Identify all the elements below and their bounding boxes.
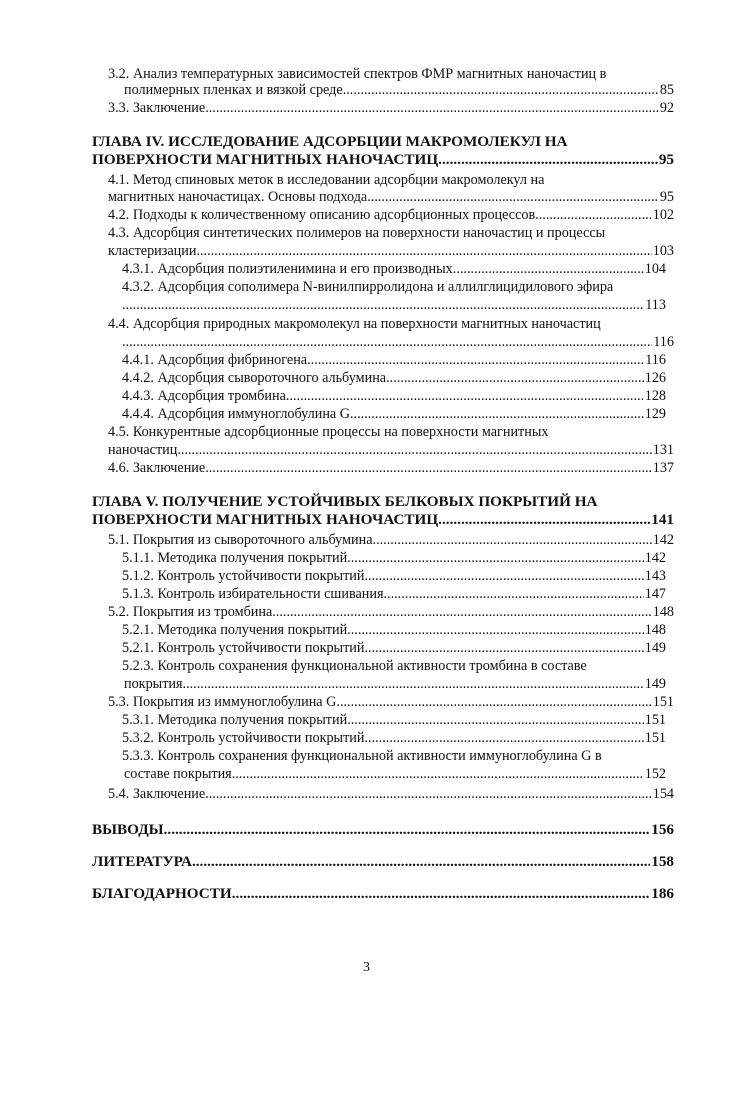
- page-ref: 148: [652, 604, 674, 620]
- page-ref: 95: [659, 189, 674, 205]
- toc-acknowledgements: БЛАГОДАРНОСТИ ..... 186: [92, 885, 674, 902]
- toc-entry-4-3: 4.3. Адсорбция синтетических полимеров на поверхности наночастиц и процессы: [108, 225, 606, 241]
- toc-entry-4-3-2: 4.3.2. Адсорбция сополимера N-винилпирролидона и аллилглицидилового эфира: [122, 279, 614, 295]
- page-ref: 156: [651, 821, 674, 838]
- page-ref: 128: [644, 388, 666, 404]
- toc-chapter-5-cont: ПОВЕРХНОСТИ МАГНИТНЫХ НАНОЧАСТИЦ ..... 141: [92, 511, 674, 528]
- page-ref: 186: [651, 885, 674, 902]
- page-ref: 149: [644, 676, 666, 692]
- toc-entry-5-2-3-cont: покрытия ..... 149: [124, 676, 666, 693]
- toc-entry-4-4-1: 4.4.1. Адсорбция фибриногена ..... 116: [122, 352, 666, 369]
- page-ref: 149: [644, 640, 666, 656]
- page-number: 3: [363, 960, 370, 975]
- page-ref: 152: [644, 766, 666, 782]
- toc-entry-5-2-3: 5.2.3. Контроль сохранения функциональной активности тромбина в составе: [122, 658, 587, 674]
- page-ref: 95: [658, 151, 674, 168]
- toc-entry-4-5: 4.5. Конкурентные адсорбционные процессы на поверхности магнитных: [108, 424, 549, 440]
- toc-entry-4-1: 4.1. Метод спиновых меток в исследовании адсорбции макромолекул на: [108, 172, 545, 188]
- toc-entry-5-4: 5.4. Заключение ..... 154: [108, 786, 674, 803]
- page-ref: 129: [644, 406, 666, 422]
- page-ref: 158: [651, 853, 674, 870]
- page-ref: 116: [645, 352, 666, 368]
- page-ref: 142: [644, 550, 666, 566]
- toc-entry-4-1-cont: магнитных наночастицах. Основы подхода ..... 95: [108, 189, 674, 206]
- page-ref: 151: [644, 712, 666, 728]
- toc-entry-4-3-2-cont: [122, 297, 666, 314]
- toc-entry-4-4-cont: [122, 334, 674, 351]
- toc-chapter-5: ГЛАВА V. ПОЛУЧЕНИЕ УСТОЙЧИВЫХ БЕЛКОВЫХ ПОКРЫТИЙ НА: [92, 493, 598, 510]
- toc-entry-5-2-1: 5.2.1. Методика получения покрытий ..... 148: [122, 622, 666, 639]
- page-ref: 126: [644, 370, 666, 386]
- page-ref: 151: [644, 730, 666, 746]
- toc-chapter-4-cont: ПОВЕРХНОСТИ МАГНИТНЫХ НАНОЧАСТИЦ ..... 95: [92, 151, 674, 168]
- page-ref: 113: [645, 297, 666, 313]
- toc-entry-5-3-2: 5.3.2. Контроль устойчивости покрытий ..... 151: [122, 730, 666, 747]
- page-ref: 116: [653, 334, 674, 350]
- toc-entry-4-4: 4.4. Адсорбция природных макромолекул на поверхности магнитных наночастиц: [108, 316, 601, 332]
- page-ref: 148: [644, 622, 666, 638]
- toc-entry-4-3-1: 4.3.1. Адсорбция полиэтиленимина и его производных ..... 104: [122, 261, 666, 278]
- toc-entry-3-2: 3.2. Анализ температурных зависимостей спектров ФМР магнитных наночастиц в: [108, 66, 607, 82]
- toc-entry-5-2: 5.2. Покрытия из тромбина ..... 148: [108, 604, 674, 621]
- toc-entry-4-3-cont: кластеризации ..... 103: [108, 243, 674, 260]
- page-ref: 137: [652, 460, 674, 476]
- page-ref: 147: [644, 586, 666, 602]
- toc-entry-5-3-3-cont: составе покрытия ..... 152: [124, 766, 666, 783]
- toc-entry-4-5-cont: наночастиц ..... 131: [108, 442, 674, 459]
- toc-entry-5-3: 5.3. Покрытия из иммуноглобулина G ..... 151: [108, 694, 674, 711]
- toc-entry-3-2-cont: полимерных пленках и вязкой среде ..... 85: [124, 82, 674, 99]
- page-ref: 151: [652, 694, 674, 710]
- page-ref: 142: [652, 532, 674, 548]
- page-ref: 102: [652, 207, 674, 223]
- page-ref: 104: [644, 261, 666, 277]
- toc-literature: ЛИТЕРАТУРА ..... 158: [92, 853, 674, 870]
- toc-entry-4-4-3: 4.4.3. Адсорбция тромбина ..... 128: [122, 388, 666, 405]
- toc-entry-5-1-3: 5.1.3. Контроль избирательности сшивания ..... 147: [122, 586, 666, 603]
- toc-entry-5-3-1: 5.3.1. Методика получения покрытий ..... 151: [122, 712, 666, 729]
- toc-entry-5-1-1: 5.1.1. Методика получения покрытий ..... 142: [122, 550, 666, 567]
- toc-entry-5-3-3: 5.3.3. Контроль сохранения функциональной активности иммуноглобулина G в: [122, 748, 602, 764]
- page-ref: 85: [659, 82, 674, 98]
- toc-entry-5-1-2: 5.1.2. Контроль устойчивости покрытий ..... 143: [122, 568, 666, 585]
- page-ref: 92: [659, 100, 674, 116]
- toc-entry-4-4-2: 4.4.2. Адсорбция сывороточного альбумина ..... 126: [122, 370, 666, 387]
- toc-entry-4-6: 4.6. Заключение ..... 137: [108, 460, 674, 477]
- toc-entry-4-2: 4.2. Подходы к количественному описанию адсорбционных процессов ..... 102: [108, 207, 674, 224]
- page-ref: 103: [652, 243, 674, 259]
- page-ref: 143: [644, 568, 666, 584]
- page-ref: 131: [652, 442, 674, 458]
- toc-conclusions: ВЫВОДЫ ..... 156: [92, 821, 674, 838]
- toc-chapter-4: ГЛАВА IV. ИССЛЕДОВАНИЕ АДСОРБЦИИ МАКРОМОЛЕКУЛ НА: [92, 133, 568, 150]
- page-ref: 141: [651, 511, 674, 528]
- toc-entry-5-1: 5.1. Покрытия из сывороточного альбумина ..... 142: [108, 532, 674, 549]
- toc-entry-4-4-4: 4.4.4. Адсорбция иммуноглобулина G ..... 129: [122, 406, 666, 423]
- toc-entry-3-3: 3.3. Заключение ..... 92: [108, 100, 674, 117]
- page-ref: 154: [652, 786, 674, 802]
- toc-entry-5-2-2: 5.2.1. Контроль устойчивости покрытий ..... 149: [122, 640, 666, 657]
